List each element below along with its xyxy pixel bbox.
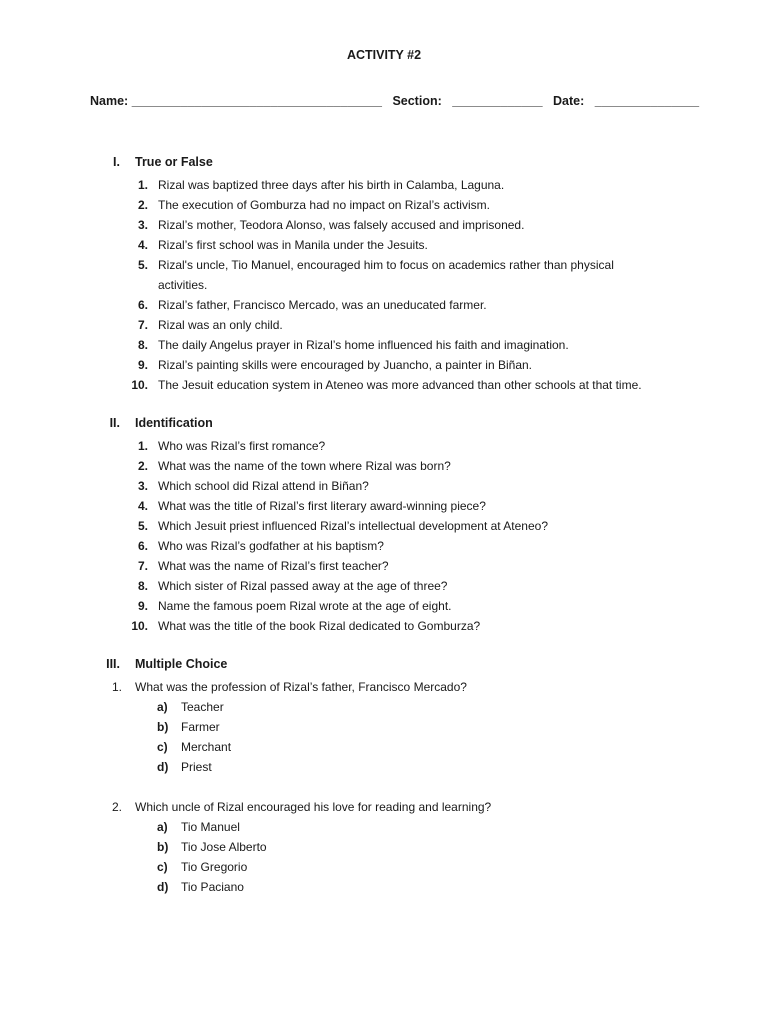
item-number: 4.: [137, 238, 148, 252]
option-text: Teacher: [181, 700, 224, 714]
item-text: Who was Rizal’s godfather at his baptism?: [158, 539, 384, 553]
list-item: [0, 215, 768, 235]
item-number: 6.: [137, 298, 148, 312]
list-item: [0, 175, 768, 195]
item-text: What was the title of Rizal’s first literary award-winning piece?: [158, 499, 486, 513]
item-number: 1.: [137, 439, 148, 453]
option-letter: a): [157, 820, 168, 834]
list-item: [0, 496, 768, 516]
option-text: Priest: [181, 760, 212, 774]
section-label: Section:: [392, 94, 442, 108]
section-title: True or False: [135, 155, 213, 169]
section-title: Identification: [135, 416, 213, 430]
list-item: [0, 335, 768, 355]
item-number: 3.: [137, 479, 148, 493]
item-number: 6.: [137, 539, 148, 553]
item-text: Rizal's uncle, Tio Manuel, encouraged him to focus on academics rather than physical activities.: [158, 258, 614, 292]
item-text: Rizal was baptized three days after his birth in Calamba, Laguna.: [158, 178, 505, 192]
option-letter: d): [157, 760, 169, 774]
list-item: [0, 295, 768, 315]
item-text: Rizal’s painting skills were encouraged by Juancho, a painter in Biñan.: [158, 358, 532, 372]
item-number: 7.: [137, 559, 148, 573]
option-letter: d): [157, 880, 169, 894]
item-number: 4.: [137, 499, 148, 513]
section-title: Multiple Choice: [135, 657, 228, 671]
list-item: [0, 556, 768, 576]
item-text: Rizal was an only child.: [158, 318, 283, 332]
option-text: Tio Gregorio: [181, 860, 248, 874]
choice-option[interactable]: [0, 817, 768, 837]
item-number: 1.: [137, 178, 148, 192]
option-text: Farmer: [181, 720, 220, 734]
item-text: The daily Angelus prayer in Rizal’s home influenced his faith and imagination.: [158, 338, 569, 352]
item-text: What was the title of the book Rizal dedicated to Gomburza?: [158, 619, 481, 633]
item-number: 2.: [137, 459, 148, 473]
item-number: 9.: [137, 599, 148, 613]
list-item: [0, 476, 768, 496]
item-text: What was the name of Rizal’s first teacher?: [158, 559, 389, 573]
item-text: Which sister of Rizal passed away at the age of three?: [158, 579, 448, 593]
option-text: Tio Paciano: [181, 880, 244, 894]
item-number: 2.: [137, 198, 148, 212]
date-label: Date:: [553, 94, 585, 108]
question-row: [0, 797, 768, 817]
item-number: 3.: [137, 218, 148, 232]
list-item: [0, 255, 768, 295]
item-text: Name the famous poem Rizal wrote at the age of eight.: [158, 599, 452, 613]
item-number: 8.: [137, 579, 148, 593]
item-number: 8.: [137, 338, 148, 352]
choice-option[interactable]: [0, 717, 768, 737]
list-item: [0, 576, 768, 596]
item-number: 5.: [137, 258, 148, 272]
question-text: What was the profession of Rizal’s father, Francisco Mercado?: [135, 680, 467, 694]
list-item: [0, 516, 768, 536]
date-blank[interactable]: _______________: [594, 94, 700, 108]
item-text: The execution of Gomburza had no impact on Rizal’s activism.: [158, 198, 490, 212]
question-text: Which uncle of Rizal encouraged his love for reading and learning?: [135, 800, 492, 814]
section-true-or-false: [0, 155, 768, 395]
option-letter: b): [157, 720, 169, 734]
option-letter: c): [157, 740, 168, 754]
item-text: Rizal’s mother, Teodora Alonso, was falsely accused and imprisoned.: [158, 218, 525, 232]
choice-option[interactable]: [0, 837, 768, 857]
item-number: 10.: [131, 619, 148, 633]
option-text: Tio Manuel: [181, 820, 240, 834]
question-row: [0, 677, 768, 697]
choice-option[interactable]: [0, 697, 768, 717]
item-number: 10.: [131, 378, 148, 392]
item-number: 5.: [137, 519, 148, 533]
item-text: Rizal’s father, Francisco Mercado, was an uneducated farmer.: [158, 298, 487, 312]
item-number: 7.: [137, 318, 148, 332]
list-item: [0, 355, 768, 375]
name-blank[interactable]: ____________________________________: [131, 94, 382, 108]
section-identification: [0, 416, 768, 636]
choice-option[interactable]: [0, 877, 768, 897]
question-number: 1.: [111, 680, 122, 694]
choice-option[interactable]: [0, 857, 768, 877]
page-title: ACTIVITY #2: [346, 48, 422, 62]
section-numeral: I.: [113, 155, 120, 169]
option-letter: a): [157, 700, 168, 714]
list-item: [0, 315, 768, 335]
list-item: [0, 456, 768, 476]
item-text: Which school did Rizal attend in Biñan?: [158, 479, 369, 493]
list-item: [0, 596, 768, 616]
item-text: Which Jesuit priest influenced Rizal’s intellectual development at Ateneo?: [158, 519, 548, 533]
list-item: [0, 436, 768, 456]
question-number: 2.: [111, 800, 122, 814]
list-item: [0, 375, 768, 395]
choice-option[interactable]: [0, 737, 768, 757]
option-letter: b): [157, 840, 169, 854]
section-numeral: II.: [109, 416, 120, 430]
choice-option[interactable]: [0, 757, 768, 777]
list-item: [0, 235, 768, 255]
student-info-line: [90, 94, 700, 108]
list-item: [0, 616, 768, 636]
section-multiple-choice: [0, 657, 768, 897]
section-numeral: III.: [106, 657, 120, 671]
item-text: Who was Rizal’s first romance?: [158, 439, 326, 453]
list-item: [0, 195, 768, 215]
section-blank[interactable]: _____________: [452, 94, 543, 108]
name-label: Name:: [90, 94, 129, 108]
option-text: Merchant: [181, 740, 232, 754]
item-text: Rizal’s first school was in Manila under the Jesuits.: [158, 238, 428, 252]
item-number: 9.: [137, 358, 148, 372]
item-text: What was the name of the town where Rizal was born?: [158, 459, 451, 473]
option-text: Tio Jose Alberto: [181, 840, 267, 854]
list-item: [0, 536, 768, 556]
item-text: The Jesuit education system in Ateneo was more advanced than other schools at that time.: [158, 378, 642, 392]
option-letter: c): [157, 860, 168, 874]
